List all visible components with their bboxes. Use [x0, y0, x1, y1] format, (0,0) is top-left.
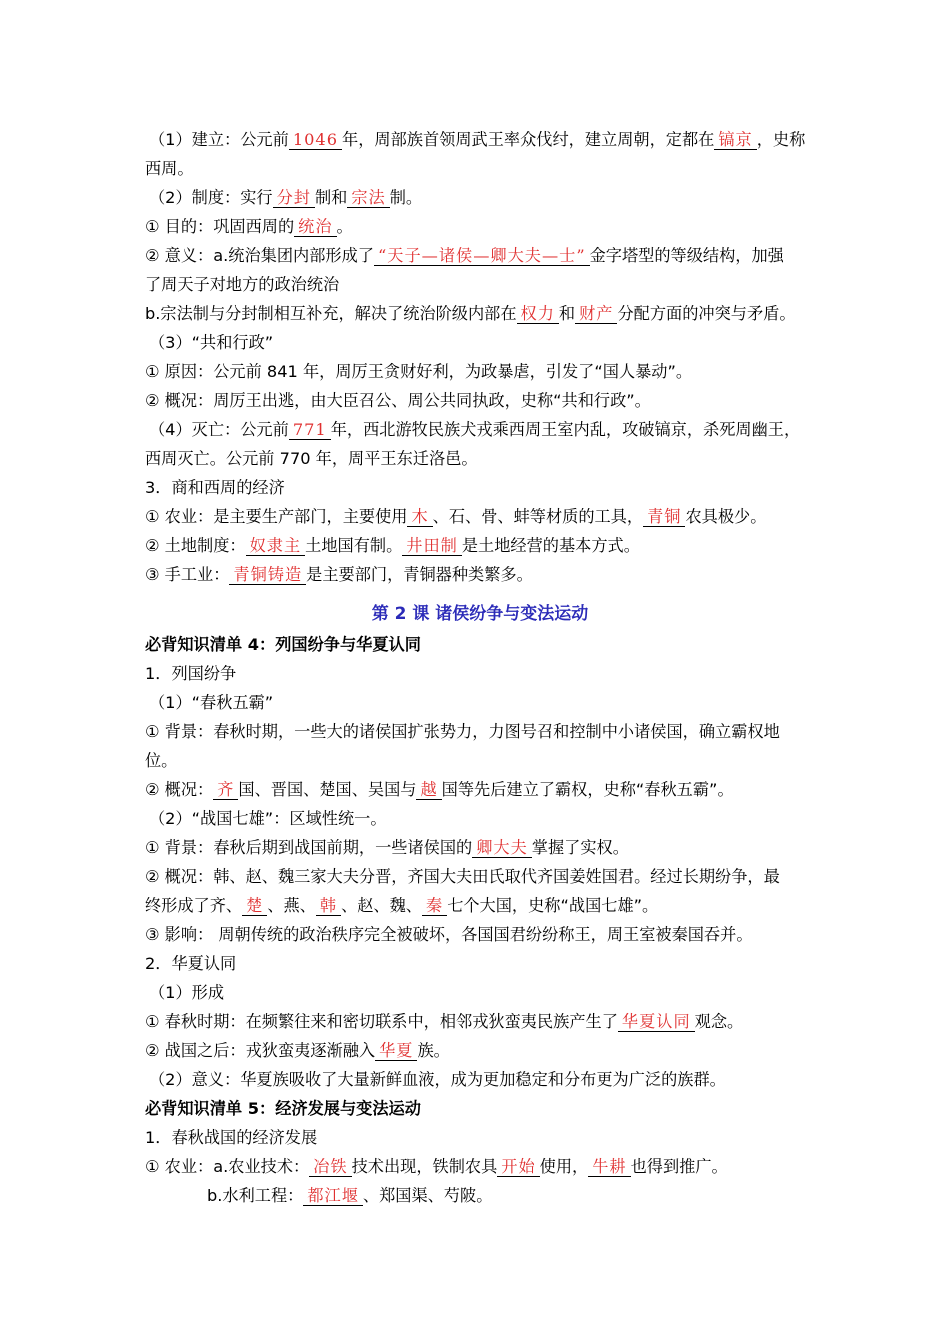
- text-line: [145, 920, 815, 949]
- text: 使用，: [539, 1157, 589, 1176]
- text: 是土地经营的基本方式。: [461, 536, 640, 555]
- text: ② 土地制度：: [145, 536, 246, 555]
- text: 3．商和西周的经济: [145, 478, 285, 497]
- text: 是主要部门，青铜器种类繁多。: [306, 565, 533, 584]
- text: 制和: [315, 188, 348, 207]
- text-line: [145, 746, 815, 775]
- text: 1．春秋战国的经济发展: [145, 1128, 318, 1147]
- text: （2）“战国七雄”：区域性统一。: [149, 809, 387, 828]
- text-line: [145, 1123, 815, 1152]
- lesson-title: 第 2 课 诸侯纷争与变法运动: [371, 604, 589, 624]
- text: ③ 手工业：: [145, 565, 230, 584]
- text: 族。: [417, 1041, 450, 1060]
- answer-blank: 华夏: [375, 1041, 417, 1061]
- answer-blank: “天子—诸侯—卿大夫—士”: [374, 246, 590, 266]
- text-line: [145, 154, 815, 183]
- text-line: [145, 357, 815, 386]
- text-line: [145, 1181, 815, 1210]
- text-line: [145, 386, 815, 415]
- document-page: [145, 125, 815, 1210]
- text-line: [145, 1152, 815, 1181]
- text: b.水利工程：: [207, 1186, 304, 1205]
- text-line: [145, 688, 815, 717]
- text: 1．列国纷争: [145, 664, 237, 683]
- text: ① 原因：公元前 841 年，周厉王贪财好利，为政暴虐，引发了“国人暴动”。: [145, 362, 693, 381]
- answer-blank: 财产: [575, 304, 617, 324]
- text: ① 背景：春秋时期，一些大的诸侯国扩张势力，力图号召和控制中小诸侯国，确立霸权地: [145, 722, 780, 741]
- text: ① 目的：巩固西周的: [145, 217, 295, 236]
- list-title: 必背知识清单 5：经济发展与变法运动: [145, 1099, 421, 1118]
- text: 、石、骨、蚌等材质的工具，: [432, 507, 644, 526]
- list-title: 必背知识清单 4：列国纷争与华夏认同: [145, 635, 421, 654]
- text: 农具极少。: [685, 507, 767, 526]
- answer-blank: 青铜: [643, 507, 685, 527]
- text: 分配方面的冲突与矛盾。: [617, 304, 796, 323]
- text: 终形成了齐、: [145, 896, 243, 915]
- text: 和: [558, 304, 576, 323]
- text-line: [145, 1065, 815, 1094]
- text: ，史称: [756, 130, 806, 149]
- text: ② 概况：: [145, 780, 214, 799]
- text: 、燕、: [267, 896, 316, 915]
- text: ② 概况：韩、赵、魏三家大夫分晋，齐国大夫田氏取代齐国姜姓国君。经过长期纷争，最: [145, 867, 780, 886]
- text: 也得到推广。: [630, 1157, 728, 1176]
- text-line: [145, 473, 815, 502]
- answer-blank: 权力: [517, 304, 559, 324]
- text-line: [145, 833, 815, 862]
- text: 制。: [389, 188, 423, 207]
- text: ① 春秋时期：在频繁往来和密切联系中，相邻戎狄蛮夷民族产生了: [145, 1012, 618, 1031]
- text: 国、晋国、楚国、吴国与: [238, 780, 417, 799]
- text-line: [145, 1007, 815, 1036]
- answer-blank: 分封: [273, 188, 315, 208]
- text: 金字塔型的等级结构，加强: [589, 246, 784, 265]
- text-line: [145, 1036, 815, 1065]
- text-line: [145, 415, 815, 444]
- answer-blank: 越: [416, 780, 441, 800]
- text: 观念。: [694, 1012, 744, 1031]
- text-line: [145, 328, 815, 357]
- text-line: [145, 949, 815, 978]
- text: 年，西北游牧民族犬戎乘西周王室内乱，攻破镐京，杀死周幽王，: [330, 420, 801, 439]
- text: 位。: [145, 751, 178, 770]
- text-line: [145, 183, 815, 212]
- text-line: [145, 775, 815, 804]
- answer-blank: 771: [289, 420, 331, 440]
- text-line: [145, 502, 815, 531]
- text-line: [145, 125, 815, 154]
- text: ③ 影响： 周朝传统的政治秩序完全被破坏，各国国君纷纷称王，周王室被秦国吞并。: [145, 925, 753, 944]
- text: 七个大国，史称“战国七雄”。: [447, 896, 659, 915]
- text: （1）“春秋五霸”: [149, 693, 274, 712]
- text: ② 战国之后：戎狄蛮夷逐渐融入: [145, 1041, 376, 1060]
- text: （3）“共和行政”: [149, 333, 274, 352]
- answer-blank: 齐: [213, 780, 238, 800]
- text-line: [145, 270, 815, 299]
- text-line: [145, 804, 815, 833]
- text-line: [145, 241, 815, 270]
- answer-blank: 牛耕: [588, 1157, 630, 1177]
- text: 西周灭亡。公元前 770 年，周平王东迁洛邑。: [145, 449, 478, 468]
- text: 、郑国渠、芍陂。: [362, 1186, 493, 1205]
- text-line: [145, 978, 815, 1007]
- text-line: [145, 299, 815, 328]
- answer-blank: 镐京: [714, 130, 756, 150]
- text-line: [145, 531, 815, 560]
- text: （2）意义：华夏族吸收了大量新鲜血液，成为更加稳定和分布更为广泛的族群。: [149, 1070, 726, 1089]
- answer-blank: 韩: [316, 896, 341, 916]
- answer-blank: 开始: [497, 1157, 539, 1177]
- text: （1）建立：公元前: [149, 130, 289, 149]
- answer-blank: 宗法: [347, 188, 389, 208]
- text: 西周。: [145, 159, 194, 178]
- text: ② 意义：a.统治集团内部形成了: [145, 246, 374, 265]
- answer-blank: 秦: [422, 896, 447, 916]
- text: ② 概况：周厉王出逃，由大臣召公、周公共同执政，史称“共和行政”。: [145, 391, 651, 410]
- answer-blank: 1046: [289, 130, 342, 150]
- answer-blank: 井田制: [402, 536, 462, 556]
- answer-blank: 青铜铸造: [229, 565, 306, 585]
- text: 年，周部族首领周武王率众伐纣，建立周朝，定都在: [342, 130, 715, 149]
- text-line: [145, 717, 815, 746]
- text-line: [145, 862, 815, 891]
- text: 、赵、魏、: [341, 896, 422, 915]
- text-line: [145, 444, 815, 473]
- text-line: [145, 560, 815, 589]
- text: ① 农业：a.农业技术：: [145, 1157, 310, 1176]
- text-line: [145, 659, 815, 688]
- text: 国等先后建立了霸权，史称“春秋五霸”。: [441, 780, 734, 799]
- text: 了周天子对地方的政治统治: [145, 275, 340, 294]
- text: 掌握了实权。: [531, 838, 629, 857]
- text-line: [145, 891, 815, 920]
- answer-blank: 卿大夫: [472, 838, 532, 858]
- text: 土地国有制。: [305, 536, 403, 555]
- text: 。: [336, 217, 353, 236]
- answer-blank: 冶铁: [309, 1157, 351, 1177]
- answer-blank: 奴隶主: [246, 536, 306, 556]
- text: （1）形成: [149, 983, 225, 1002]
- text: 2．华夏认同: [145, 954, 237, 973]
- answer-blank: 华夏认同: [618, 1012, 695, 1032]
- text: b.宗法制与分封制相互补充，解决了统治阶级内部在: [145, 304, 517, 323]
- text: 技术出现，铁制农具: [351, 1157, 498, 1176]
- answer-blank: 木: [407, 507, 432, 527]
- answer-blank: 楚: [242, 896, 267, 916]
- answer-blank: 统治: [294, 217, 336, 237]
- text: ① 农业：是主要生产部门，主要使用: [145, 507, 408, 526]
- text: （4）灭亡：公元前: [149, 420, 289, 439]
- answer-blank: 都江堰: [303, 1186, 363, 1206]
- text: ① 背景：春秋后期到战国前期，一些诸侯国的: [145, 838, 473, 857]
- text-line: [145, 212, 815, 241]
- text: （2）制度：实行: [149, 188, 273, 207]
